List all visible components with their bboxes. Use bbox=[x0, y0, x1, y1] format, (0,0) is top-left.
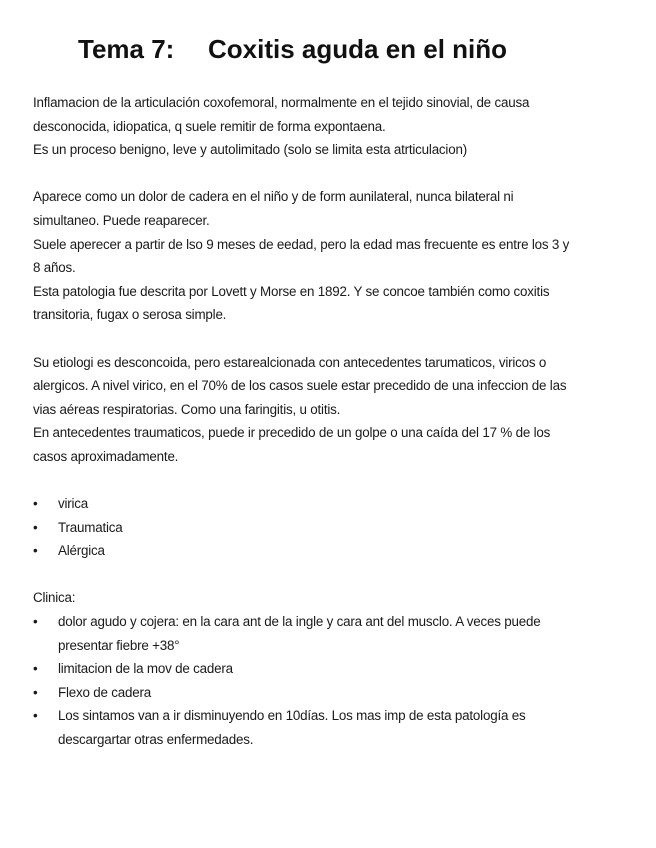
paragraph-presentation bbox=[33, 185, 633, 327]
text-line: Esta patologia fue descrita por Lovett y Morse en 1892. Y se concoe también como coxitis bbox=[33, 283, 550, 299]
document-body bbox=[33, 91, 633, 752]
page-title bbox=[78, 34, 508, 65]
text-line: Suele aperecer a partir de lso 9 meses de eedad, pero la edad mas frecuente es entre los 3 y bbox=[33, 236, 570, 252]
list-item-text: Alérgica bbox=[58, 543, 105, 559]
text-line: vias aéreas respiratorias. Como una faringitis, u otitis. bbox=[33, 401, 341, 417]
topic-number: Tema 7: bbox=[78, 34, 175, 64]
causes-list bbox=[33, 492, 633, 563]
text-line: alergicos. A nivel virico, en el 70% de los casos suele estar precedido de una infeccion de las bbox=[33, 378, 567, 394]
topic-title: Coxitis aguda en el niño bbox=[208, 34, 508, 64]
paragraph-definition bbox=[33, 91, 633, 162]
list-item bbox=[33, 657, 633, 681]
text-line: En antecedentes traumaticos, puede ir precedido de un golpe o una caída del 17 % de los bbox=[33, 425, 551, 441]
list-item bbox=[33, 610, 633, 634]
bullet-icon: • bbox=[33, 496, 38, 512]
list-item-text: dolor agudo y cojera: en la cara ant de la ingle y cara ant del musclo. A veces puede bbox=[58, 614, 541, 630]
list-item-text: Flexo de cadera bbox=[58, 684, 152, 700]
list-item bbox=[33, 704, 633, 728]
list-item-text: descargartar otras enfermedades. bbox=[58, 732, 254, 748]
bullet-icon: • bbox=[33, 684, 38, 700]
list-item bbox=[33, 539, 633, 563]
bullet-icon: • bbox=[33, 708, 38, 724]
list-item-continuation bbox=[33, 634, 633, 658]
list-item-text: Traumatica bbox=[58, 519, 123, 535]
text-line: Inflamacion de la articulación coxofemoral, normalmente en el tejido sinovial, de causa bbox=[33, 95, 530, 110]
bullet-icon: • bbox=[33, 543, 38, 559]
clinica-list bbox=[33, 610, 633, 752]
text-line: casos aproximadamente. bbox=[33, 448, 179, 464]
text-line: Aparece como un dolor de cadera en el niño y de form aunilateral, nunca bilateral ni bbox=[33, 189, 514, 205]
section-heading-clinica: Clinica: bbox=[33, 590, 76, 606]
paragraph-etiology bbox=[33, 351, 633, 469]
text-line: transitoria, fugax o serosa simple. bbox=[33, 307, 227, 323]
bullet-icon: • bbox=[33, 519, 38, 535]
list-item-text: limitacion de la mov de cadera bbox=[58, 661, 233, 677]
bullet-icon: • bbox=[33, 614, 38, 630]
list-item-text: presentar fiebre +38° bbox=[58, 637, 180, 653]
list-item-continuation bbox=[33, 728, 633, 752]
text-line: 8 años. bbox=[33, 260, 76, 276]
list-item-text: virica bbox=[58, 496, 89, 512]
list-item bbox=[33, 492, 633, 516]
list-item bbox=[33, 516, 633, 540]
text-line: Es un proceso benigno, leve y autolimitado (solo se limita esta atrticulacion) bbox=[33, 142, 467, 158]
text-line: simultaneo. Puede reaparecer. bbox=[33, 212, 210, 228]
list-item bbox=[33, 681, 633, 705]
text-line: desconocida, idiopatica, q suele remitir de forma expontaena. bbox=[33, 118, 386, 134]
bullet-icon: • bbox=[33, 661, 38, 677]
text-line: Su etiologi es desconcoida, pero estarealcionada con antecedentes tarumaticos, viricos o bbox=[33, 354, 547, 370]
list-item-text: Los sintamos van a ir disminuyendo en 10días. Los mas imp de esta patología es bbox=[58, 708, 526, 724]
